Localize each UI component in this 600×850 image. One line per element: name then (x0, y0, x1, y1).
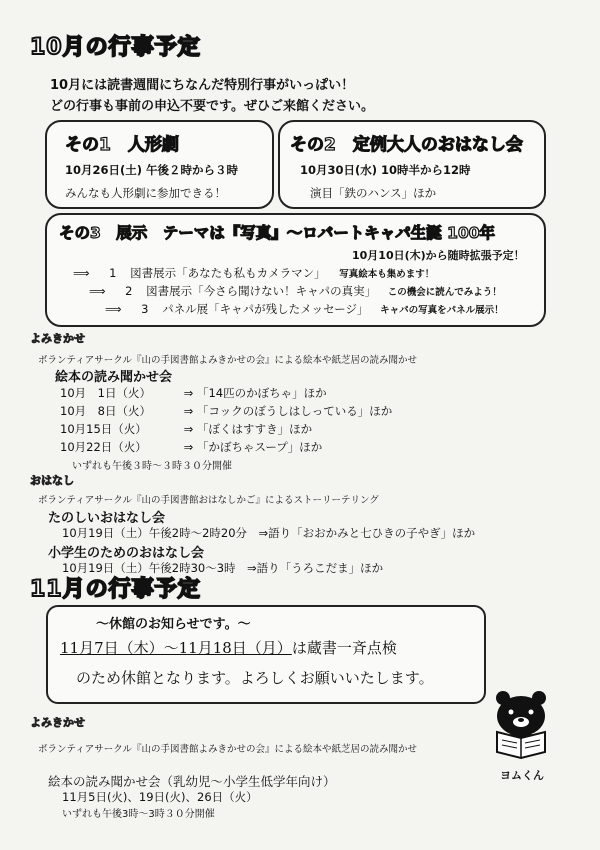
ohanashi-row-2: 10月19日（土）午後2時30～3時 ⇒語り「うろこだま」ほか (62, 561, 384, 575)
bear-reading-icon (487, 690, 557, 765)
reading-title: 「コックのぼうしはしっている」ほか (196, 404, 393, 418)
ohanashi-title-1: たのしいおはなし会 (48, 511, 166, 526)
event-2-description: 演目「鉄のハンス」ほか (310, 186, 437, 200)
closure-reason: は蔵書一斉点検 (291, 639, 397, 657)
event-3-extend-note: 10月10日(木)から随時拡張予定！ (352, 249, 525, 262)
event-1-box (45, 120, 274, 209)
ohanashi-circle: ボランティアサークル『山の手図書館おはなしかご』によるストーリーテリング (38, 495, 379, 506)
exhibit-item-number: 3 (141, 302, 149, 316)
reading-row-1 (60, 385, 327, 401)
arrow-icon: ⟹ (89, 284, 106, 298)
october-yomikikase-time-note: いずれも午後３時～３時３０分開催 (72, 461, 232, 472)
october-yomikikase-circle: ボランティアサークル『山の手図書館よみきかせの会』による絵本や紙芝居の読み聞かせ (38, 355, 417, 366)
closure-notice-box (46, 605, 486, 704)
exhibit-item-text: 図書展示「あなたも私もカメラマン」 (130, 266, 326, 280)
ohanashi-label: おはなし (30, 474, 74, 487)
ohanashi-row-1: 10月19日（土）午後2時～2時20分 ⇒語り「おおかみと七ひきの子やぎ」ほか (62, 526, 476, 540)
exhibit-item-1 (73, 265, 434, 281)
event-1-description: みんなも人形劇に参加できる！ (65, 186, 226, 200)
november-yomikikase-title: 絵本の読み聞かせ会（乳幼児～小学生低学年向け） (48, 774, 336, 789)
reading-row-2 (60, 403, 392, 419)
closure-notice-line-2: のため休館となります。よろしくお願いいたします。 (76, 669, 434, 687)
event-3-box (45, 213, 546, 327)
arrow-icon: ⇒ (183, 422, 194, 436)
november-heading: 11月の行事予定 (30, 577, 201, 602)
reading-date: 10月 8日（火） (60, 404, 151, 418)
closure-notice-line-1 (60, 637, 397, 658)
october-yomikikase-title: 絵本の読み聞かせ会 (55, 370, 173, 385)
arrow-icon: ⟹ (105, 302, 122, 316)
arrow-icon: ⟹ (73, 266, 90, 280)
reading-title: 「14匹のかぼちゃ」ほか (196, 386, 327, 400)
event-2-title: その2 定例大人のおはなし会 (290, 135, 523, 155)
reading-date: 10月 1日（火） (60, 386, 151, 400)
reading-title: 「かぼちゃスープ」ほか (196, 440, 323, 454)
event-1-title: その1 人形劇 (65, 135, 179, 155)
reading-title: 「ぼくはすすき」ほか (196, 422, 313, 436)
reading-date: 10月22日（火） (60, 440, 147, 454)
event-1-date: 10月26日(土) 午後２時から３時 (65, 163, 239, 177)
event-3-title: その3 展示 テーマは『写真』～ロバートキャパ生誕 100年 (59, 224, 496, 242)
mascot-name: ヨムくん (500, 769, 544, 782)
november-yomikikase-dates: 11月5日(火)、19日(火)、26日（火） (62, 790, 258, 804)
exhibit-item-note: キャパの写真をパネル展示！ (380, 305, 504, 316)
ohanashi-title-2: 小学生のためのおはなし会 (48, 546, 205, 561)
exhibit-item-3 (105, 301, 504, 317)
exhibit-item-number: 2 (125, 284, 133, 298)
october-intro-line-2: どの行事も事前の申込不要です。ぜひご来館ください。 (50, 99, 374, 114)
exhibit-item-number: 1 (109, 266, 117, 280)
event-2-date: 10月30日(水) 10時半から12時 (300, 163, 471, 177)
november-yomikikase-time-note: いずれも午後3時～3時３０分開催 (62, 809, 215, 820)
reading-row-3 (60, 421, 312, 437)
exhibit-item-2 (89, 283, 502, 299)
november-yomikikase-circle: ボランティアサークル『山の手図書館よみきかせの会』による絵本や紙芝居の読み聞かせ (38, 744, 417, 755)
arrow-icon: ⇒ (183, 386, 194, 400)
october-heading: 10月の行事予定 (30, 35, 201, 60)
november-yomikikase-label: よみきかせ (30, 716, 85, 729)
october-intro-line-1: 10月には読書週間にちなんだ特別行事がいっぱい！ (50, 78, 355, 93)
exhibit-item-text: パネル展「キャパが残したメッセージ」 (162, 302, 369, 316)
exhibit-item-note: 写真絵本も集めます！ (339, 269, 435, 280)
exhibit-item-text: 図書展示「今さら聞けない！キャパの真実」 (146, 284, 377, 298)
arrow-icon: ⇒ (183, 440, 194, 454)
closure-dates: 11月7日（木）～11月18日（月） (60, 639, 292, 657)
reading-date: 10月15日（火） (60, 422, 147, 436)
october-yomikikase-label: よみきかせ (30, 332, 85, 345)
event-2-box (278, 120, 546, 209)
mascot-yomu-kun (487, 690, 557, 783)
reading-row-4 (60, 439, 322, 455)
closure-notice-title: ～休館のお知らせです。～ (96, 617, 251, 632)
exhibit-item-note: この機会に読んでみよう！ (387, 287, 502, 298)
arrow-icon: ⇒ (183, 404, 194, 418)
